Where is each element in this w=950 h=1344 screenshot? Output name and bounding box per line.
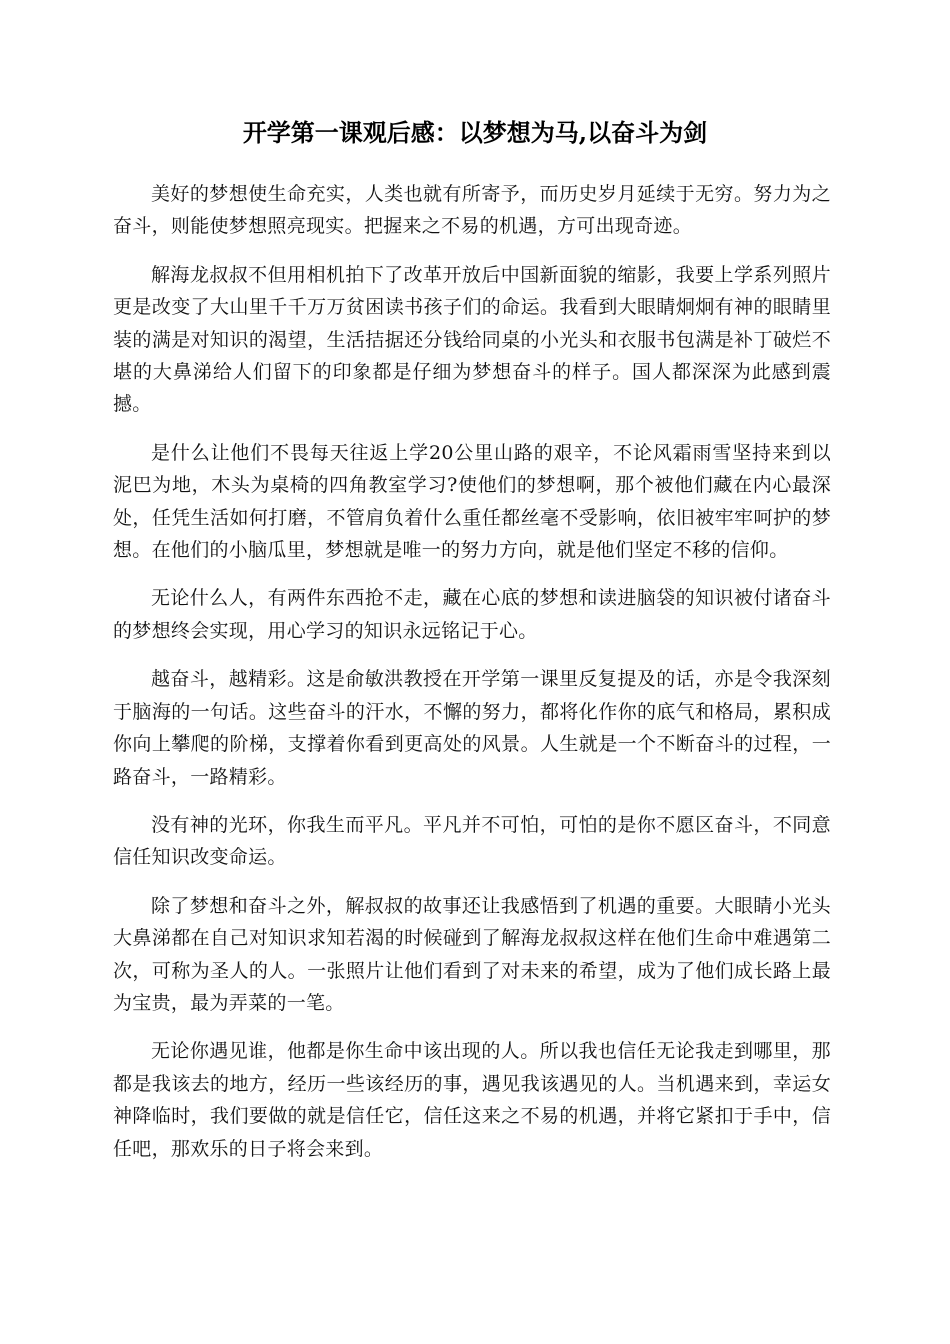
- paragraph: 美好的梦想使生命充实，人类也就有所寄予，而历史岁月延续于无穷。努力为之奋斗，则能使梦想照亮现实。把握来之不易的机遇，方可出现奇迹。: [113, 183, 831, 238]
- paragraph: 越奋斗，越精彩。这是俞敏洪教授在开学第一课里反复提及的话，亦是令我深刻于脑海的一句话。这些奋斗的汗水，不懈的努力，都将化作你的底气和格局，累积成你向上攀爬的阶梯，支撑着你看到更高处的风景。人生就是一个不断奋斗的过程，一路奋斗，一路精彩。: [113, 668, 831, 788]
- paragraph: 无论你遇见谁，他都是你生命中该出现的人。所以我也信任无论我走到哪里，那都是我该去的地方，经历一些该经历的事，遇见我该遇见的人。当机遇来到，幸运女神降临时，我们要做的就是信任它，信任这来之不易的机遇，并将它紧扣于手中，信任吧，那欢乐的日子将会来到。: [113, 1040, 831, 1160]
- paragraph: 解海龙叔叔不但用相机拍下了改革开放后中国新面貌的缩影，我要上学系列照片更是改变了大山里千千万万贫困读书孩子们的命运。我看到大眼睛炯炯有神的眼睛里装的满是对知识的渴望，生活拮据还分钱给同桌的小光头和衣服书包满是补丁破烂不堪的大鼻涕给人们留下的印象都是仔细为梦想奋斗的样子。国人都深深为此感到震撼。: [113, 263, 831, 416]
- document-body: [113, 178, 831, 1181]
- document-title: 开学第一课观后感：以梦想为马,以奋斗为剑: [242, 118, 708, 147]
- paragraph: 无论什么人，有两件东西抢不走，藏在心底的梦想和读进脑袋的知识被付诸奋斗的梦想终会实现，用心学习的知识永远铭记于心。: [113, 587, 831, 642]
- paragraph: 是什么让他们不畏每天往返上学20公里山路的艰辛，不论风霜雨雪坚持来到以泥巴为地，木头为桌椅的四角教室学习?使他们的梦想啊，那个被他们藏在内心最深处，任凭生活如何打磨，不管肩负着什么重任都丝毫不受影响，依旧被牢牢呵护的梦想。在他们的小脑瓜里，梦想就是唯一的努力方向，就是他们坚定不移的信仰。: [113, 441, 831, 562]
- paragraph: 没有神的光环，你我生而平凡。平凡并不可怕，可怕的是你不愿区奋斗，不同意信任知识改变命运。: [113, 813, 831, 869]
- paragraph: 除了梦想和奋斗之外，解叔叔的故事还让我感悟到了机遇的重要。大眼睛小光头大鼻涕都在自己对知识求知若渴的时候碰到了解海龙叔叔这样在他们生命中难遇第二次，可称为圣人的人。一张照片让他们看到了对未来的希望，成为了他们成长路上最为宝贵，最为弄菜的一笔。: [113, 894, 831, 1014]
